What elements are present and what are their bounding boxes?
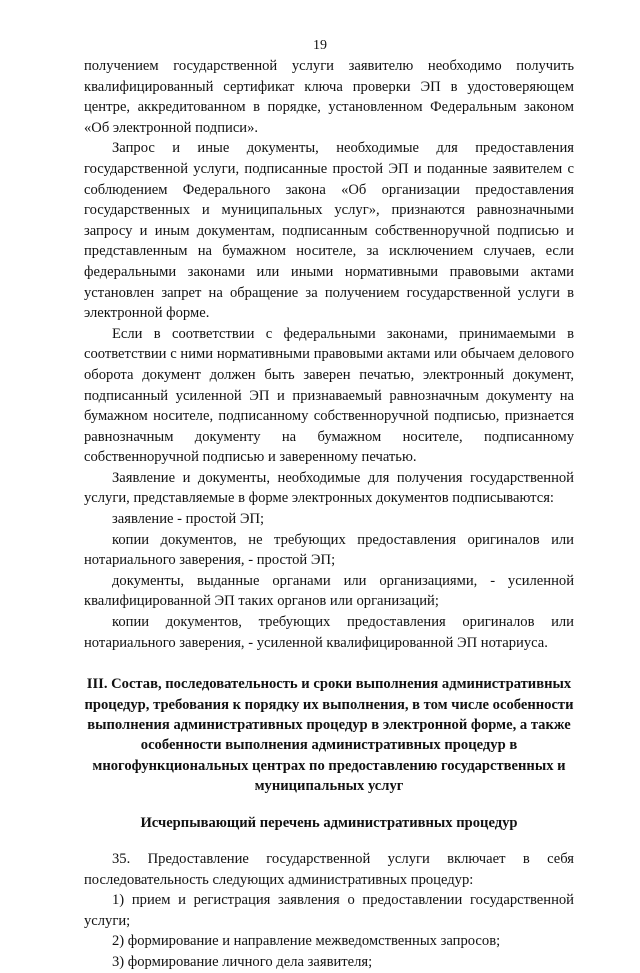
paragraph: 2) формирование и направление межведомственных запросов; (112, 933, 501, 950)
sub-heading: Исчерпывающий перечень административных процедур (140, 814, 518, 831)
paragraphs-bottom (84, 849, 574, 973)
page-number: 19 (313, 38, 327, 53)
section-heading: III. Состав, последовательность и сроки выполнения административных процедур, требования к порядку их выполнения, в том числе особенности выполнения административных процедур в электронной форме, а также особенности выполнения административных процедур в многофункциональных центрах по предоставлению государственных и муниципальных услуг (84, 676, 574, 795)
paragraph: Заявление и документы, необходимые для получения государственной услуги, представляемые в форме электронных документов подписываются: (84, 469, 574, 507)
document-body (84, 56, 574, 973)
paragraph: копии документов, требующих предоставления оригиналов или нотариального заверения, - усиленной квалифицированной ЭП нотариуса. (84, 614, 574, 651)
paragraphs-top (84, 56, 574, 653)
paragraph: Запрос и иные документы, необходимые для предоставления государственной услуги, подписанные простой ЭП и поданные заявителем с соблюдением Федерального закона «Об организации предоставления государственных и муниципальных услуг», признаются равнозначными запросу и иным документам, подписанным собственноручной подписью и представленным на бумажном носителе, за исключением случаев, если федеральными законами или иными нормативными правовыми актами установлен запрет на обращение за получением государственной услуги в электронной форме. (84, 140, 574, 322)
paragraph: копии документов, не требующих предоставления оригиналов или нотариального заверения, - простой ЭП; (84, 531, 574, 569)
paragraph: документы, выданные органами или организациями, - усиленной квалифицированной ЭП таких органов или организаций; (84, 572, 574, 610)
paragraph: заявление - простой ЭП; (112, 511, 265, 528)
paragraph: 35. Предоставление государственной услуги включает в себя последовательность следующих административных процедур: (84, 851, 574, 888)
paragraph: Если в соответствии с федеральными законами, принимаемыми в соответствии с ними нормативными правовыми актами или обычаем делового оборота документ должен быть заверен печатью, электронный документ, подписанный усиленной ЭП и признаваемый равнозначным документу на бумажном носителе, подписанному собственноручной подписью, признается равнозначным документу на бумажном носителе, подписанному собственноручной подписью и заверенному печатью. (84, 325, 574, 466)
paragraph: получением государственной услуги заявителю необходимо получить квалифицированный сертификат ключа проверки ЭП в удостоверяющем центре, аккредитованном в порядке, установленном Федеральным законом «Об электронной подписи». (84, 58, 574, 136)
paragraph: 1) прием и регистрация заявления о предоставлении государственной услуги; (84, 892, 574, 929)
paragraph: 3) формирование личного дела заявителя; (112, 954, 373, 971)
